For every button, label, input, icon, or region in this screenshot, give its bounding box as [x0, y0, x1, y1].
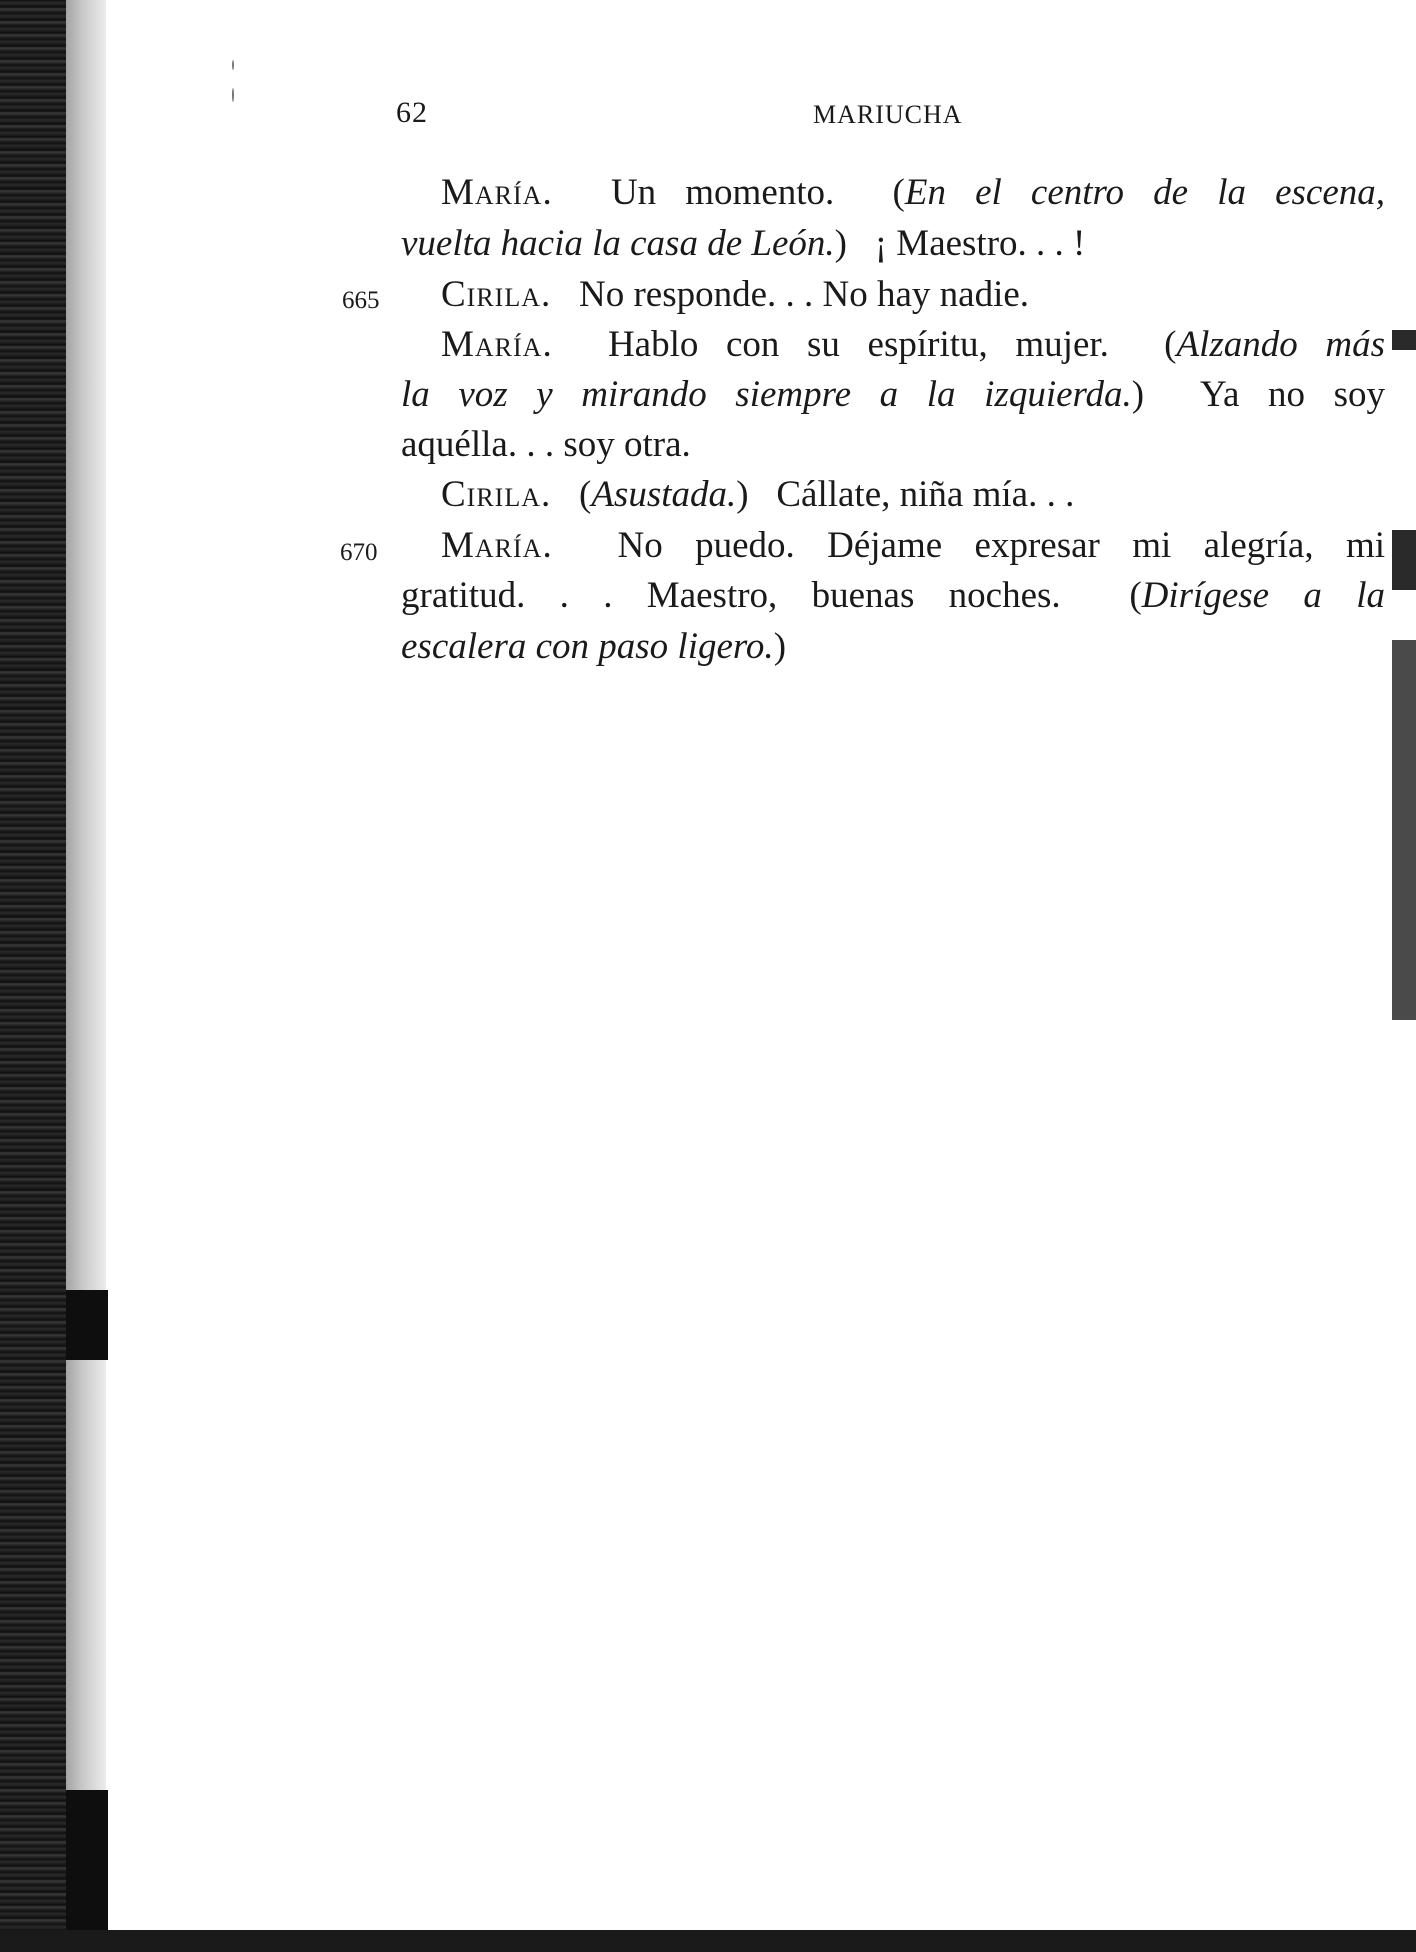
- line-number: 670: [340, 539, 378, 566]
- speaker-name: Cirila.: [441, 274, 552, 315]
- dialogue: Ya no soy: [1199, 374, 1385, 415]
- line-number: 665: [342, 287, 380, 314]
- stage-direction: Dirígese a la: [1141, 575, 1386, 616]
- paren: (: [1129, 575, 1142, 616]
- speaker-name: Cirila.: [441, 474, 552, 515]
- text-line: [401, 628, 786, 665]
- speaker-name: María.: [441, 172, 553, 213]
- stage-direction: escalera con paso ligero.: [401, 626, 774, 667]
- speaker-name: María.: [441, 525, 553, 566]
- dialogue: gratitud. . . Maestro, buenas noches.: [401, 575, 1061, 616]
- dialogue: Hablo con su espíritu, mujer.: [607, 324, 1109, 365]
- stage-direction: Alzando más: [1176, 324, 1386, 365]
- paren: (: [1164, 324, 1177, 365]
- paren: ): [834, 223, 847, 264]
- paren: ): [1131, 374, 1145, 415]
- paren: ): [736, 474, 749, 515]
- scan-left-block: [66, 1790, 108, 1930]
- dialogue: Cállate, niña mía. . .: [776, 474, 1075, 515]
- scan-left-block: [66, 1290, 108, 1360]
- text-line: [441, 326, 1385, 363]
- text-line: [441, 476, 1074, 513]
- dialogue: No puedo. Déjame expresar mi alegría, mi: [617, 525, 1386, 566]
- stage-direction: vuelta hacia la casa de León.: [401, 223, 835, 264]
- dialogue: ¡ Maestro. . . !: [874, 223, 1086, 264]
- text-line: [401, 225, 1085, 262]
- stage-direction: la voz y mirando siempre a la izquierda.: [401, 374, 1132, 415]
- speaker-name: María.: [441, 324, 553, 365]
- running-title: MARIUCHA: [813, 100, 963, 129]
- scan-left-margin: [0, 0, 66, 1952]
- text-line: [401, 376, 1385, 413]
- scan-bottom-edge: [0, 1930, 1416, 1952]
- dialogue: Un momento.: [610, 172, 835, 213]
- text-line: [441, 276, 1029, 313]
- speck: [232, 88, 234, 102]
- stage-direction: En el centro de la escena,: [904, 172, 1386, 213]
- text-line: [401, 426, 691, 463]
- dialogue: aquélla. . . soy otra.: [401, 424, 691, 465]
- paren: (: [892, 172, 905, 213]
- paren: (: [579, 474, 592, 515]
- text-line: [401, 577, 1385, 614]
- page-number: 62: [396, 96, 428, 129]
- scan-right-edge: [1392, 330, 1416, 350]
- dialogue: No responde. . . No hay nadie.: [579, 274, 1030, 315]
- scan-right-edge: [1392, 640, 1416, 1020]
- speck: [232, 60, 234, 70]
- scan-right-edge: [1392, 530, 1416, 590]
- scan-left-shadow: [66, 0, 106, 1952]
- text-line: [441, 174, 1385, 211]
- text-line: [441, 527, 1385, 564]
- paren: ): [773, 626, 787, 667]
- stage-direction: Asustada.: [591, 474, 737, 515]
